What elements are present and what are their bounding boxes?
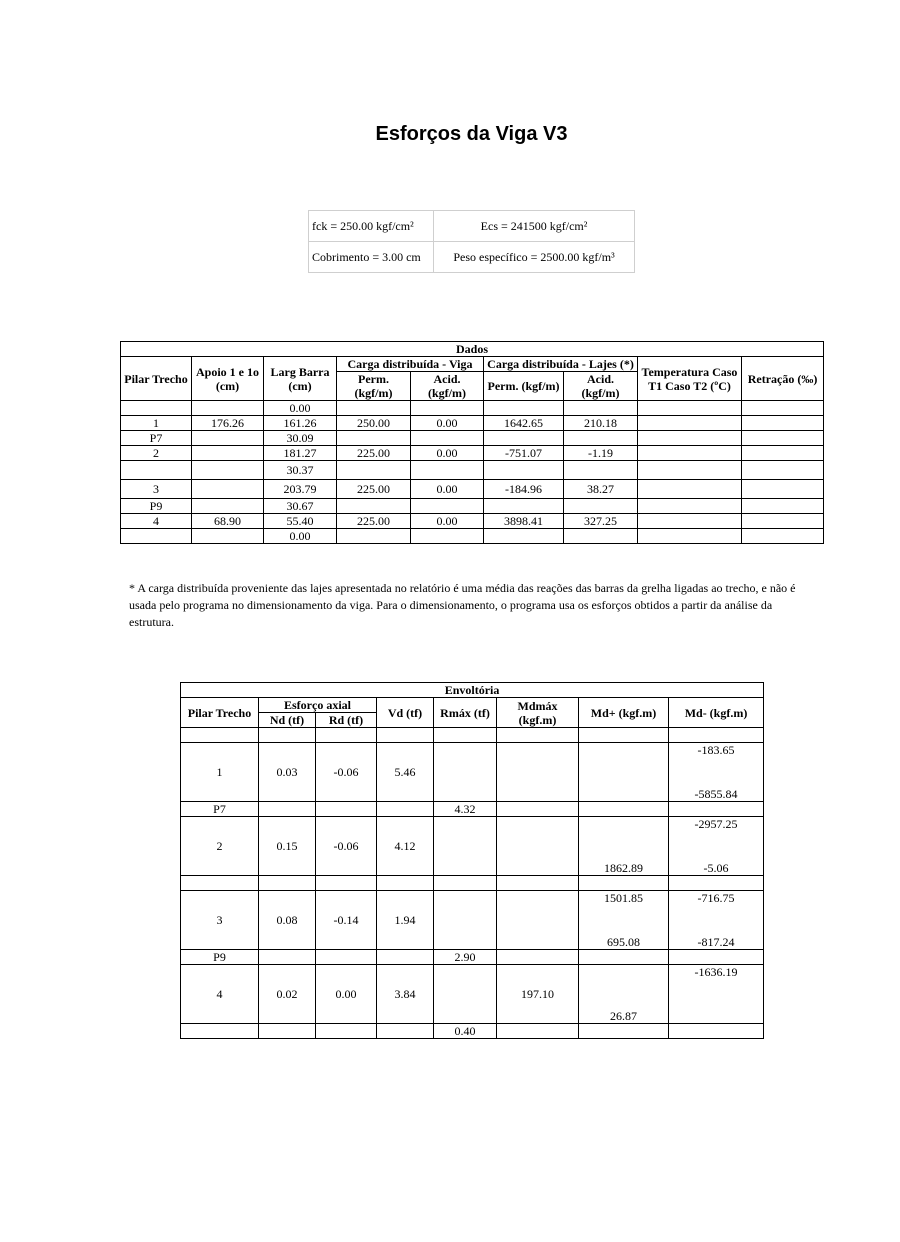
cell-apoio [192, 431, 264, 446]
header-retracao: Retração (‰) [742, 357, 824, 401]
cell-apoio [192, 446, 264, 461]
table-row [121, 461, 824, 480]
cell-rd: -0.06 [316, 743, 377, 802]
footnote: * A carga distribuída proveniente das lajes apresentada no relatório é uma média das reações das barras da grelha ligadas ao trecho, e não é usada pelo programa no dimensionamento da viga. Para o dimensionamento, o programa usa os esforços obtidos a partir da análise da estrutura. [129, 581, 796, 629]
cell-rmax [434, 891, 497, 950]
cell-md-neg [669, 950, 764, 965]
header-esforco-axial: Esforço axial [259, 698, 377, 713]
cell-rmax [434, 728, 497, 743]
cell-rd [316, 950, 377, 965]
cell-nd: 0.15 [259, 817, 316, 876]
cell-pilar: 3 [181, 891, 259, 950]
cell-vd: 1.94 [377, 891, 434, 950]
cell-viga-acid: 0.00 [411, 446, 484, 461]
cell-viga-acid: 0.00 [411, 416, 484, 431]
cell-rmax [434, 743, 497, 802]
cell-retracao [742, 514, 824, 529]
header-carga-viga: Carga distribuída - Viga [337, 357, 484, 372]
cell-retracao [742, 461, 824, 480]
md-neg-bottom: -5855.84 [694, 787, 738, 801]
cell-nd: 0.02 [259, 965, 316, 1024]
cell-apoio [192, 480, 264, 499]
cell-vd [377, 728, 434, 743]
md-pos-bottom: 695.08 [607, 935, 640, 949]
cell-vd [377, 802, 434, 817]
cell-vd: 3.84 [377, 965, 434, 1024]
cell-pilar: 2 [181, 817, 259, 876]
table-row [121, 514, 824, 529]
header-pilar-trecho: Pilar Trecho [121, 357, 192, 401]
cell-larg: 55.40 [264, 514, 337, 529]
cell-lajes-acid [564, 461, 638, 480]
cell-rmax [434, 817, 497, 876]
cell-apoio: 176.26 [192, 416, 264, 431]
cell-nd [259, 950, 316, 965]
cell-viga-acid [411, 499, 484, 514]
cell-mdmax [497, 891, 579, 950]
cell-pilar: P7 [121, 431, 192, 446]
header-md-pos: Md+ (kgf.m) [579, 698, 669, 728]
md-neg-bottom: -5.06 [703, 861, 729, 875]
cell-temperatura [638, 431, 742, 446]
header-rd: Rd (tf) [316, 713, 377, 728]
cell-larg: 203.79 [264, 480, 337, 499]
cell-lajes-perm: 3898.41 [484, 514, 564, 529]
cell-larg: 161.26 [264, 416, 337, 431]
cell-md-pos [579, 965, 669, 1024]
cell-temperatura [638, 461, 742, 480]
peso-especifico-value: Peso específico = 2500.00 kgf/m³ [434, 242, 635, 273]
cell-nd [259, 1024, 316, 1039]
header-nd: Nd (tf) [259, 713, 316, 728]
table-row [181, 950, 764, 965]
cell-mdmax [497, 1024, 579, 1039]
cell-lajes-acid [564, 431, 638, 446]
cell-vd [377, 876, 434, 891]
cell-md-pos [579, 876, 669, 891]
cell-temperatura [638, 401, 742, 416]
cell-vd [377, 950, 434, 965]
cell-mdmax [497, 743, 579, 802]
cell-mdmax [497, 876, 579, 891]
cell-rd [316, 876, 377, 891]
cell-pilar [181, 1024, 259, 1039]
cell-nd: 0.08 [259, 891, 316, 950]
cell-viga-perm: 250.00 [337, 416, 411, 431]
cell-apoio [192, 461, 264, 480]
cell-viga-perm: 225.00 [337, 480, 411, 499]
cell-rmax [434, 965, 497, 1024]
envoltoria-title: Envoltória [181, 683, 764, 698]
cell-pilar: P9 [181, 950, 259, 965]
table-row [121, 401, 824, 416]
cell-retracao [742, 499, 824, 514]
cell-pilar [121, 401, 192, 416]
header-carga-lajes: Carga distribuída - Lajes (*) [484, 357, 638, 372]
cell-pilar [121, 461, 192, 480]
cell-rmax: 2.90 [434, 950, 497, 965]
cell-pilar: 4 [121, 514, 192, 529]
cell-md-pos [579, 743, 669, 802]
table-row [181, 728, 764, 743]
cell-lajes-acid: 327.25 [564, 514, 638, 529]
cell-viga-acid [411, 401, 484, 416]
cell-pilar: P7 [181, 802, 259, 817]
md-pos-bottom: 1862.89 [604, 861, 643, 875]
table-row [181, 1024, 764, 1039]
cell-rd [316, 802, 377, 817]
cell-larg: 30.37 [264, 461, 337, 480]
cell-temperatura [638, 514, 742, 529]
md-pos-top: 1501.85 [604, 891, 643, 905]
table-row [181, 965, 764, 1024]
cell-lajes-acid [564, 529, 638, 544]
table-row [181, 743, 764, 802]
cell-larg: 30.09 [264, 431, 337, 446]
cell-rmax [434, 876, 497, 891]
cell-pilar: 3 [121, 480, 192, 499]
cell-viga-perm [337, 401, 411, 416]
cell-vd: 5.46 [377, 743, 434, 802]
cell-nd: 0.03 [259, 743, 316, 802]
cell-md-neg [669, 802, 764, 817]
cell-mdmax: 197.10 [497, 965, 579, 1024]
cell-viga-perm: 225.00 [337, 446, 411, 461]
cell-lajes-perm [484, 431, 564, 446]
table-row [121, 446, 824, 461]
cell-pilar: 1 [181, 743, 259, 802]
cell-lajes-acid: 38.27 [564, 480, 638, 499]
cell-viga-acid [411, 461, 484, 480]
cell-pilar: 2 [121, 446, 192, 461]
cell-retracao [742, 431, 824, 446]
cell-md-neg [669, 743, 764, 802]
cell-larg: 0.00 [264, 401, 337, 416]
header-md-neg: Md- (kgf.m) [669, 698, 764, 728]
cell-md-pos [579, 891, 669, 950]
cell-vd: 4.12 [377, 817, 434, 876]
cell-apoio [192, 529, 264, 544]
cell-md-pos [579, 1024, 669, 1039]
cell-lajes-acid [564, 499, 638, 514]
cell-lajes-perm [484, 529, 564, 544]
dados-table [120, 341, 824, 544]
ecs-value: Ecs = 241500 kgf/cm² [434, 211, 635, 242]
table-row [181, 891, 764, 950]
cell-mdmax [497, 950, 579, 965]
cell-lajes-perm [484, 499, 564, 514]
cell-temperatura [638, 480, 742, 499]
cell-temperatura [638, 529, 742, 544]
cell-apoio [192, 499, 264, 514]
md-neg-top: -1636.19 [694, 965, 738, 979]
cell-pilar: 1 [121, 416, 192, 431]
cell-retracao [742, 480, 824, 499]
cell-lajes-perm: -184.96 [484, 480, 564, 499]
md-pos-bottom: 26.87 [610, 1009, 637, 1023]
cell-lajes-perm [484, 401, 564, 416]
header-viga-perm: Perm. (kgf/m) [337, 372, 411, 401]
cell-rd [316, 1024, 377, 1039]
cell-md-neg [669, 817, 764, 876]
header-lajes-acid: Acid. (kgf/m) [564, 372, 638, 401]
cell-md-pos [579, 950, 669, 965]
table-row [121, 431, 824, 446]
cell-rd: -0.14 [316, 891, 377, 950]
cell-viga-acid [411, 431, 484, 446]
cell-larg: 181.27 [264, 446, 337, 461]
header-vd: Vd (tf) [377, 698, 434, 728]
cell-pilar [181, 728, 259, 743]
cell-viga-acid [411, 529, 484, 544]
cell-pilar [121, 529, 192, 544]
cell-retracao [742, 401, 824, 416]
table-row [181, 876, 764, 891]
cell-md-pos [579, 728, 669, 743]
cell-temperatura [638, 499, 742, 514]
header-mdmax: Mdmáx (kgf.m) [497, 698, 579, 728]
cell-lajes-acid: -1.19 [564, 446, 638, 461]
cell-md-pos [579, 802, 669, 817]
cell-md-neg [669, 965, 764, 1024]
cell-retracao [742, 529, 824, 544]
cell-lajes-perm: -751.07 [484, 446, 564, 461]
cell-rd: 0.00 [316, 965, 377, 1024]
cell-mdmax [497, 817, 579, 876]
cell-md-neg [669, 1024, 764, 1039]
cell-md-neg [669, 876, 764, 891]
md-neg-top: -2957.25 [694, 817, 738, 831]
header-viga-acid: Acid. (kgf/m) [411, 372, 484, 401]
cell-larg: 30.67 [264, 499, 337, 514]
dados-title: Dados [121, 342, 824, 357]
cell-viga-perm [337, 461, 411, 480]
cell-pilar: 4 [181, 965, 259, 1024]
cell-viga-acid: 0.00 [411, 514, 484, 529]
cell-nd [259, 728, 316, 743]
cell-pilar: P9 [121, 499, 192, 514]
cell-vd [377, 1024, 434, 1039]
cell-lajes-acid [564, 401, 638, 416]
page-title: Esforços da Viga V3 [375, 123, 568, 145]
cell-viga-perm [337, 499, 411, 514]
md-neg-top: -716.75 [697, 891, 735, 905]
cell-rd: -0.06 [316, 817, 377, 876]
cell-rmax: 4.32 [434, 802, 497, 817]
cell-viga-acid: 0.00 [411, 480, 484, 499]
cell-apoio: 68.90 [192, 514, 264, 529]
cell-viga-perm [337, 431, 411, 446]
envoltoria-table [180, 682, 764, 1039]
cell-pilar [181, 876, 259, 891]
md-neg-bottom: -817.24 [697, 935, 735, 949]
cell-viga-perm: 225.00 [337, 514, 411, 529]
header-temperatura: Temperatura Caso T1 Caso T2 (ºC) [638, 357, 742, 401]
table-row [121, 529, 824, 544]
cell-rd [316, 728, 377, 743]
md-neg-top: -183.65 [697, 743, 735, 757]
cell-md-pos [579, 817, 669, 876]
table-row [181, 817, 764, 876]
cell-mdmax [497, 728, 579, 743]
table-row [121, 499, 824, 514]
cell-temperatura [638, 416, 742, 431]
cell-nd [259, 876, 316, 891]
table-row [121, 416, 824, 431]
header-lajes-perm: Perm. (kgf/m) [484, 372, 564, 401]
cell-nd [259, 802, 316, 817]
cell-viga-perm [337, 529, 411, 544]
cell-apoio [192, 401, 264, 416]
cell-temperatura [638, 446, 742, 461]
header-apoio: Apoio 1 e 1o (cm) [192, 357, 264, 401]
table-row [181, 802, 764, 817]
cell-rmax: 0.40 [434, 1024, 497, 1039]
cell-retracao [742, 416, 824, 431]
header-pilar-trecho: Pilar Trecho [181, 698, 259, 728]
cobrimento-value: Cobrimento = 3.00 cm [309, 242, 434, 273]
cell-md-neg [669, 728, 764, 743]
parameters-table [308, 210, 635, 273]
cell-lajes-acid: 210.18 [564, 416, 638, 431]
fck-value: fck = 250.00 kgf/cm² [309, 211, 434, 242]
cell-lajes-perm: 1642.65 [484, 416, 564, 431]
cell-retracao [742, 446, 824, 461]
header-larg-barra: Larg Barra (cm) [264, 357, 337, 401]
header-rmax: Rmáx (tf) [434, 698, 497, 728]
cell-lajes-perm [484, 461, 564, 480]
table-row [121, 480, 824, 499]
cell-mdmax [497, 802, 579, 817]
cell-larg: 0.00 [264, 529, 337, 544]
cell-md-neg [669, 891, 764, 950]
